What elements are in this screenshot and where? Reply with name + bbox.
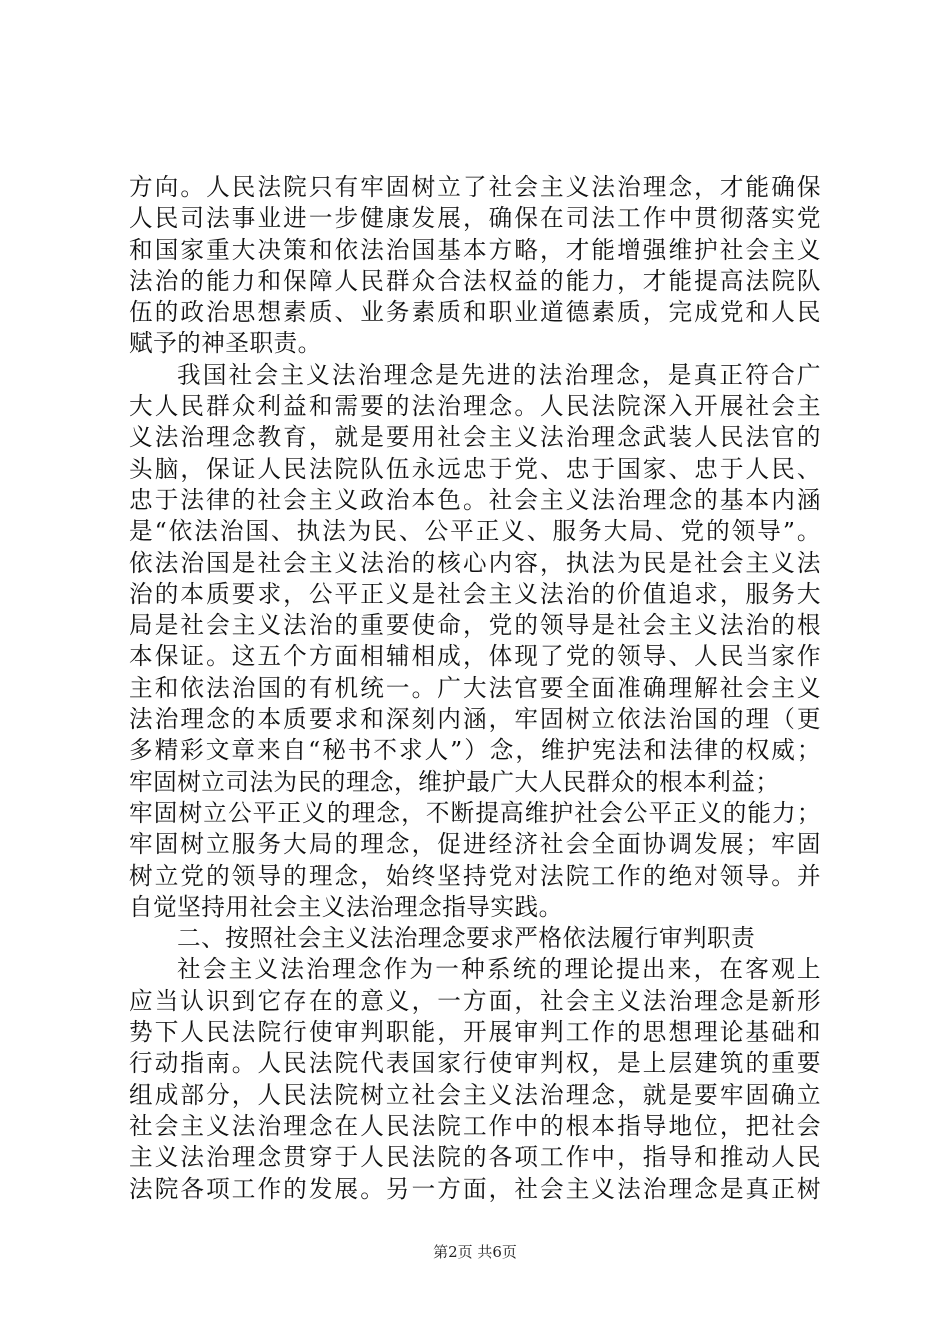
text-line: 大人民群众利益和需要的法治理念。人民法院深入开展社会主 xyxy=(129,392,821,421)
text-line: 法治的能力和保障人民群众合法权益的能力，才能提高法院队 xyxy=(129,266,821,295)
text-line: 方向。人民法院只有牢固树立了社会主义法治理念，才能确保 xyxy=(129,173,821,201)
page-number-footer: 第2页 共6页 xyxy=(433,1243,517,1261)
text-line: 多精彩文章来自“秘书不求人”）念，维护宪法和法律的权威； xyxy=(129,736,821,765)
text-line: 人民司法事业进一步健康发展，确保在司法工作中贯彻落实党 xyxy=(129,204,821,233)
text-line: 法治理念的本质要求和深刻内涵，牢固树立依法治国的理（更 xyxy=(129,705,821,734)
section-heading: 二、按照社会主义法治理念要求严格依法履行审判职责 xyxy=(177,924,756,953)
text-line: 牢固树立公平正义的理念，不断提高维护社会公平正义的能力； xyxy=(129,798,821,827)
text-line: 法院各项工作的发展。另一方面，社会主义法治理念是真正树 xyxy=(129,1174,821,1203)
text-line: 社会主义法治理念在人民法院工作中的根本指导地位，把社会 xyxy=(129,1111,821,1140)
text-line: 应当认识到它存在的意义，一方面，社会主义法治理念是新形 xyxy=(129,986,821,1015)
text-line: 局是社会主义法治的重要使命，党的领导是社会主义法治的根 xyxy=(129,611,821,640)
text-line: 牢固树立服务大局的理念，促进经济社会全面协调发展；牢固 xyxy=(129,830,821,859)
text-line: 社会主义法治理念作为一种系统的理论提出来，在客观上 xyxy=(177,955,821,984)
text-line: 赋予的神圣职责。 xyxy=(129,329,322,358)
text-line: 伍的政治思想素质、业务素质和职业道德素质，完成党和人民 xyxy=(129,298,821,327)
text-line: 主和依法治国的有机统一。广大法官要全面准确理解社会主义 xyxy=(129,673,821,702)
text-line: 和国家重大决策和依法治国基本方略，才能增强维护社会主义 xyxy=(129,235,821,264)
text-line: 树立党的领导的理念，始终坚持党对法院工作的绝对领导。并 xyxy=(129,861,821,890)
text-line: 主义法治理念贯穿于人民法院的各项工作中，指导和推动人民 xyxy=(129,1143,821,1172)
text-line: 行动指南。人民法院代表国家行使审判权，是上层建筑的重要 xyxy=(129,1049,821,1078)
text-line: 是“依法治国、执法为民、公平正义、服务大局、党的领导”。 xyxy=(129,517,821,546)
text-line: 依法治国是社会主义法治的核心内容，执法为民是社会主义法 xyxy=(129,548,821,577)
text-line: 忠于法律的社会主义政治本色。社会主义法治理念的基本内涵 xyxy=(129,485,821,514)
text-line: 治的本质要求，公平正义是社会主义法治的价值追求，服务大 xyxy=(129,579,821,608)
text-line: 组成部分，人民法院树立社会主义法治理念，就是要牢固确立 xyxy=(129,1080,821,1109)
text-line: 本保证。这五个方面相辅相成，体现了党的领导、人民当家作 xyxy=(129,642,821,671)
text-line: 势下人民法院行使审判职能，开展审判工作的思想理论基础和 xyxy=(129,1018,821,1047)
document-body xyxy=(129,172,821,1205)
text-line: 头脑，保证人民法院队伍永远忠于党、忠于国家、忠于人民、 xyxy=(129,454,821,483)
text-line: 义法治理念教育，就是要用社会主义法治理念武装人民法官的 xyxy=(129,423,821,452)
text-line: 牢固树立司法为民的理念，维护最广大人民群众的根本利益； xyxy=(129,767,780,796)
text-line: 自觉坚持用社会主义法治理念指导实践。 xyxy=(129,892,563,921)
text-line: 我国社会主义法治理念是先进的法治理念，是真正符合广 xyxy=(177,360,821,389)
